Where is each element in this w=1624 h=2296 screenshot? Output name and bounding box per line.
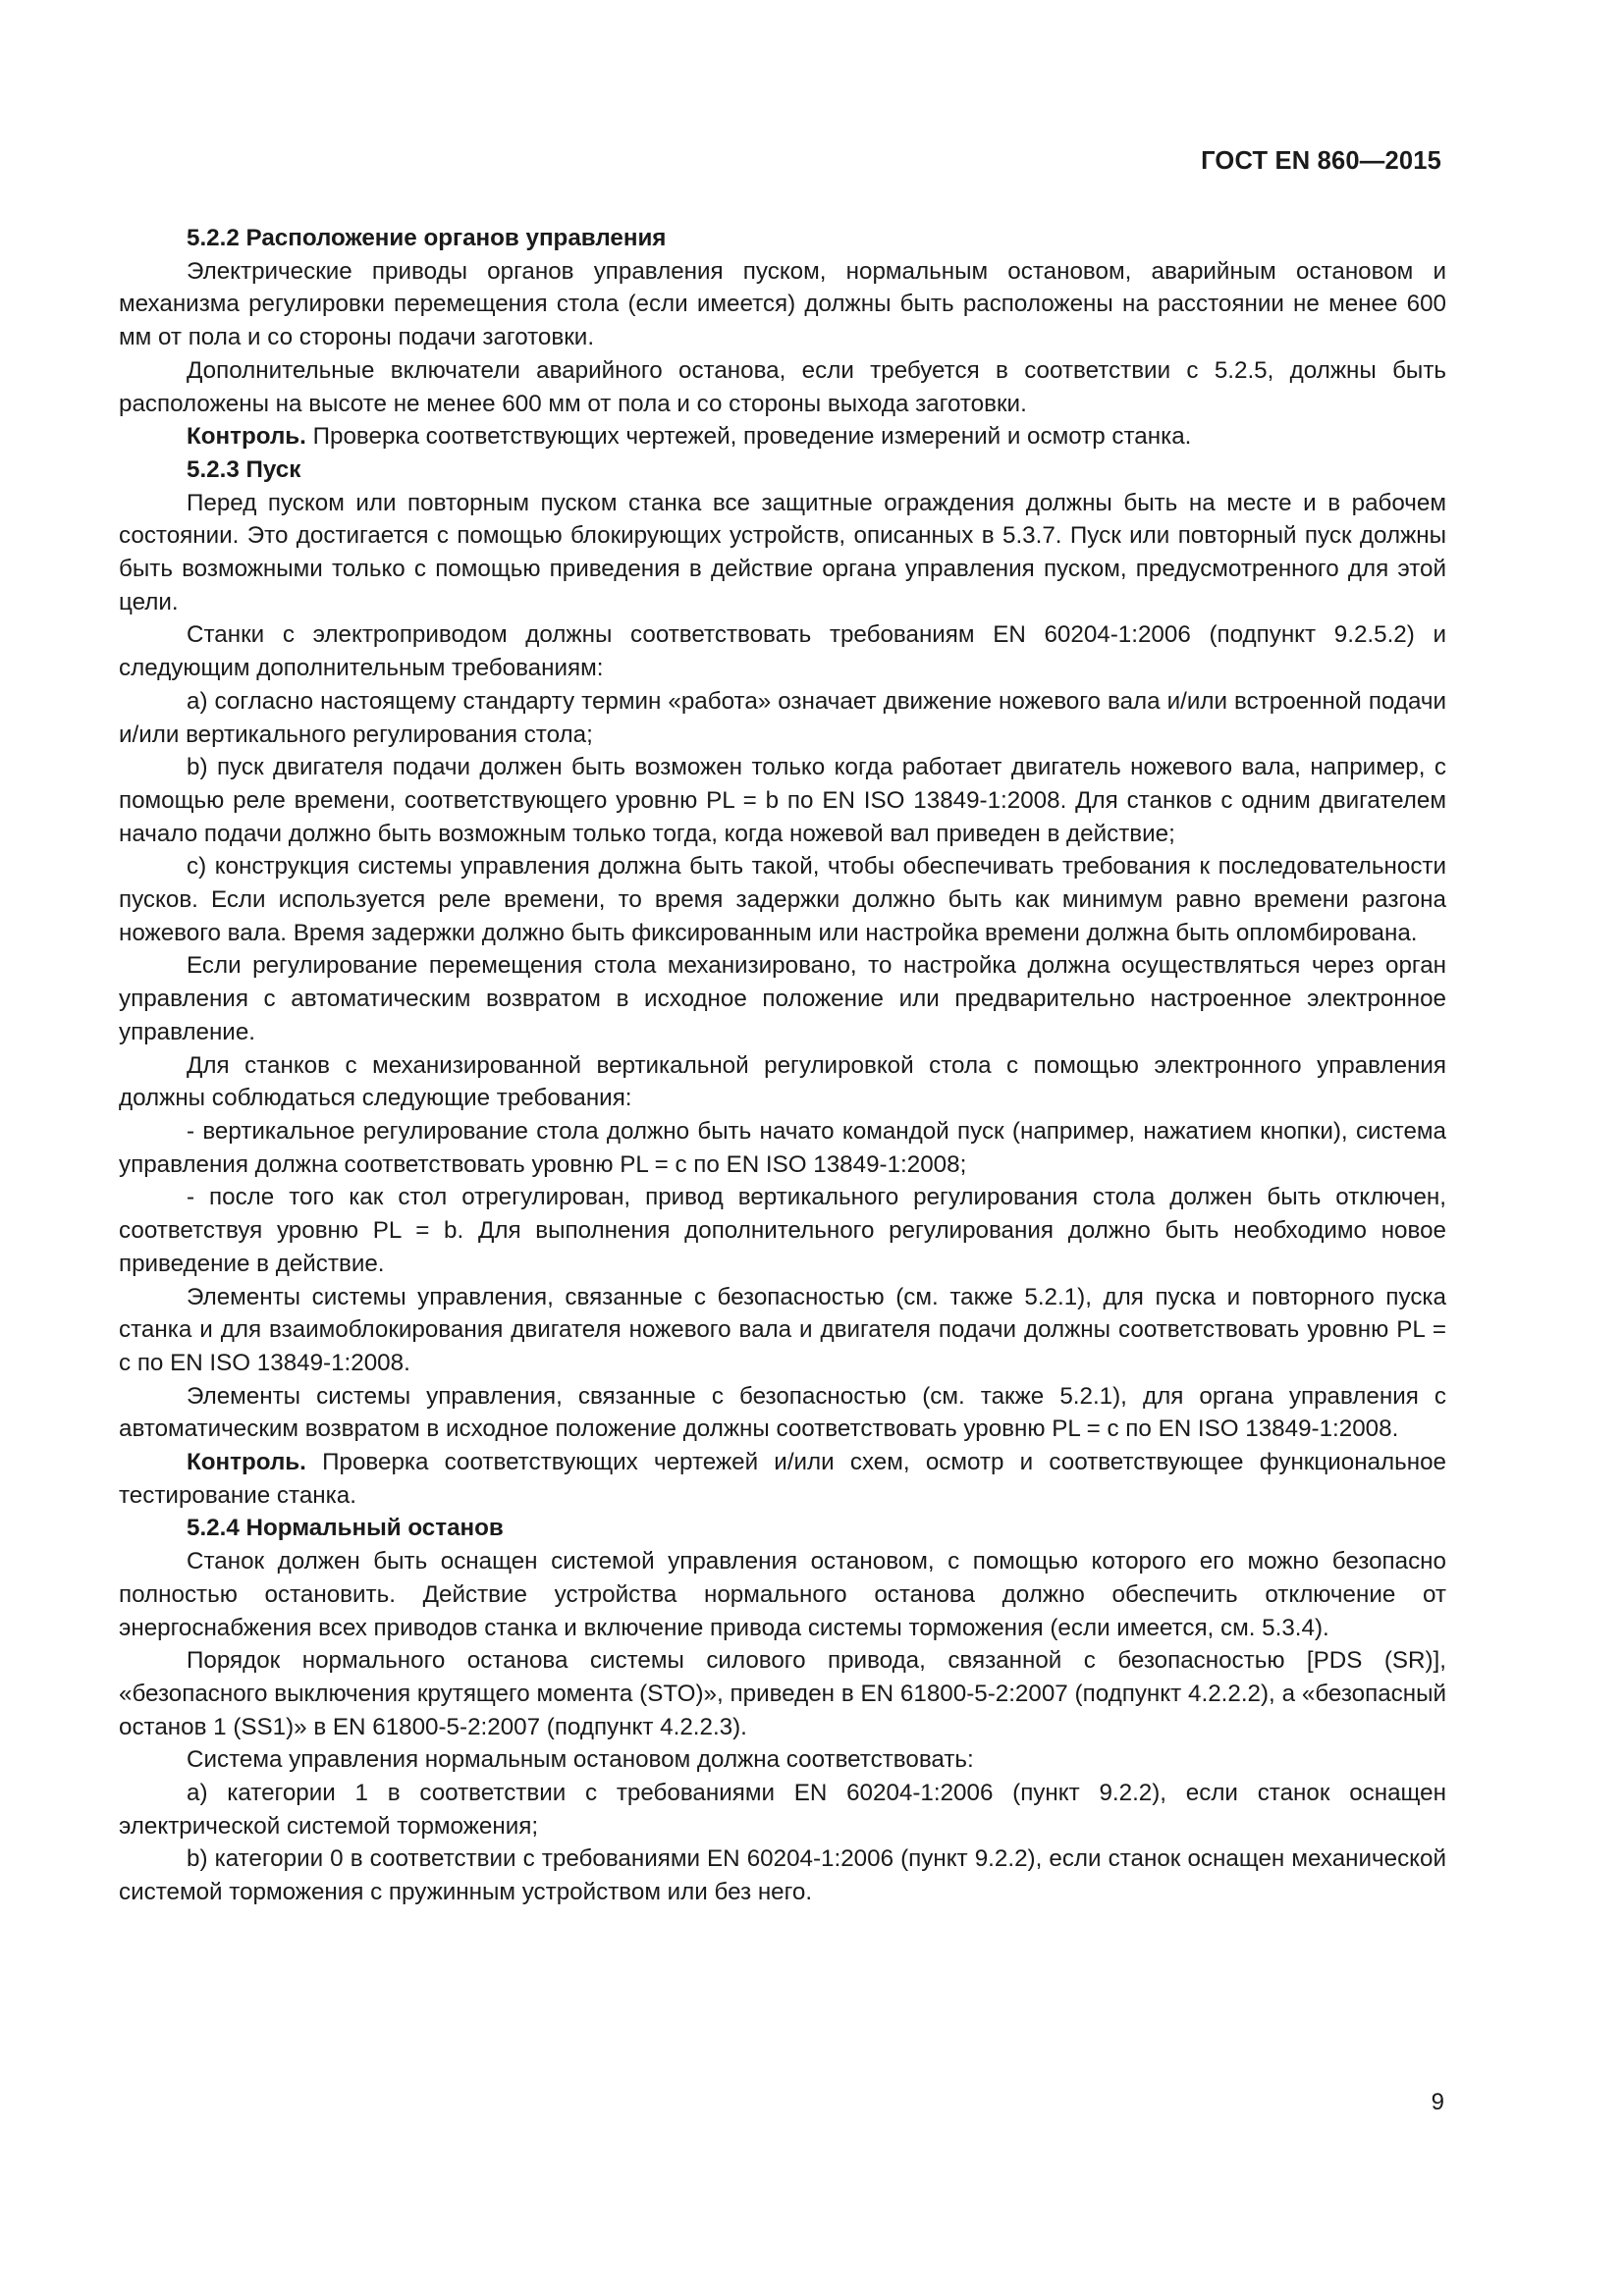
paragraph: Если регулирование перемещения стола механизировано, то настройка должна осуществляться через орган управления с автоматическим возвратом в исходное положение или предварительно настроенное электронное управление. [119, 952, 1446, 1045]
paragraph: Перед пуском или повторным пуском станка все защитные ограждения должны быть на месте и в рабочем состоянии. Это достигается с помощью блокирующих устройств, описанных в 5.3.7. Пуск или повторный пуск должны быть возможными только с помощью приведения в действие органа управления пуском, предусмотренного для этой цели. [119, 489, 1446, 615]
list-item: b) пуск двигателя подачи должен быть возможен только когда работает двигатель ножевого вала, например, с помощью реле времени, соответствующего уровню PL = b по EN ISO 13849-1:2008. Для станков с одним двигателем начало подачи должно быть возможным только тогда, когда ножевой вал приведен в действие; [119, 754, 1446, 847]
control-text: Проверка соответствующих чертежей, проведение измерений и осмотр станка. [305, 423, 1192, 451]
control-text: Проверка соответствующих чертежей и/или схем, осмотр и соответствующее функциональное тестирование станка. [119, 1449, 1446, 1509]
list-item: - после того как стол отрегулирован, привод вертикального регулирования стола должен быть отключен, соответствуя уровню PL = b. Для выполнения дополнительного регулирования должно быть необходимо новое приведение в действие. [119, 1184, 1446, 1277]
section-heading: 5.2.3 Пуск [187, 455, 301, 483]
control-paragraph [119, 420, 1446, 454]
section-heading: 5.2.2 Расположение органов управления [187, 225, 667, 251]
paragraph: Для станков с механизированной вертикальной регулировкой стола с помощью электронного управления должны соблюдаться следующие требования: [119, 1051, 1446, 1112]
paragraph: Элементы системы управления, связанные с безопасностью (см. также 5.2.1), для пуска и повторного пуска станка и для взаимоблокирования двигателя ножевого вала и двигателя подачи должны соответствовать уровню PL = c по EN ISO 13849-1:2008. [119, 1283, 1446, 1376]
paragraph: Порядок нормального останова системы силового привода, связанной с безопасностью [PDS (SR)], «безопасного выключения крутящего момента (STO)», приведен в EN 61800-5-2:2007 (подпункт 4.2.2.2), а «безопасный останов 1 (SS1)» в EN 61800-5-2:2007 (подпункт 4.2.2.3). [119, 1647, 1446, 1740]
page-number: 9 [1431, 2089, 1444, 2115]
paragraph: Система управления нормальным остановом должна соответствовать: [187, 1746, 974, 1774]
control-label: Контроль. [187, 423, 306, 451]
document-body [119, 222, 1446, 1909]
section-heading: 5.2.4 Нормальный останов [187, 1515, 504, 1542]
paragraph: Электрические приводы органов управления пуском, нормальным остановом, аварийным остановом и механизма регулировки перемещения стола (если имеется) должны быть расположены на расстоянии не менее 600 мм от пола и со стороны подачи заготовки. [119, 257, 1446, 351]
paragraph: Станки с электроприводом должны соответствовать требованиям EN 60204-1:2006 (подпункт 9.2.5.2) и следующим дополнительным требованиям: [119, 621, 1446, 682]
paragraph: Станок должен быть оснащен системой управления остановом, с помощью которого его можно безопасно полностью остановить. Действие устройства нормального останова должно обеспечить отключение от энергоснабжения всех приводов станка и включение привода системы торможения (если имеется, см. 5.3.4). [119, 1548, 1446, 1641]
list-item: - вертикальное регулирование стола должно быть начато командой пуск (например, нажатием кнопки), система управления должна соответствовать уровню PL = c по EN ISO 13849-1:2008; [119, 1117, 1446, 1178]
list-item: a) согласно настоящему стандарту термин «работа» означает движение ножевого вала и/или встроенной подачи и/или вертикального регулирования стола; [119, 687, 1446, 748]
list-item: a) категории 1 в соответствии с требованиями EN 60204-1:2006 (пункт 9.2.2), если станок оснащен электрической системой торможения; [119, 1780, 1446, 1840]
list-item: b) категории 0 в соответствии с требованиями EN 60204-1:2006 (пункт 9.2.2), если станок оснащен механической системой торможения с пружинным устройством или без него. [119, 1845, 1446, 1906]
paragraph: Дополнительные включатели аварийного останова, если требуется в соответствии с 5.2.5, должны быть расположены на высоте не менее 600 мм от пола и со стороны выхода заготовки. [119, 356, 1446, 417]
list-item: c) конструкция системы управления должна быть такой, чтобы обеспечивать требования к последовательности пусков. Если используется реле времени, то время задержки должно быть как минимум равно времени разгона ножевого вала. Время задержки должно быть фиксированным или настройка времени должна быть опломбирована. [119, 853, 1446, 946]
document-header: ГОСТ EN 860—2015 [1201, 147, 1441, 175]
paragraph: Элементы системы управления, связанные с безопасностью (см. также 5.2.1), для органа управления с автоматическим возвратом в исходное положение должны соответствовать уровню PL = c по EN ISO 13849-1:2008. [119, 1382, 1446, 1443]
control-paragraph [119, 1446, 1446, 1512]
control-label: Контроль. [187, 1449, 306, 1476]
